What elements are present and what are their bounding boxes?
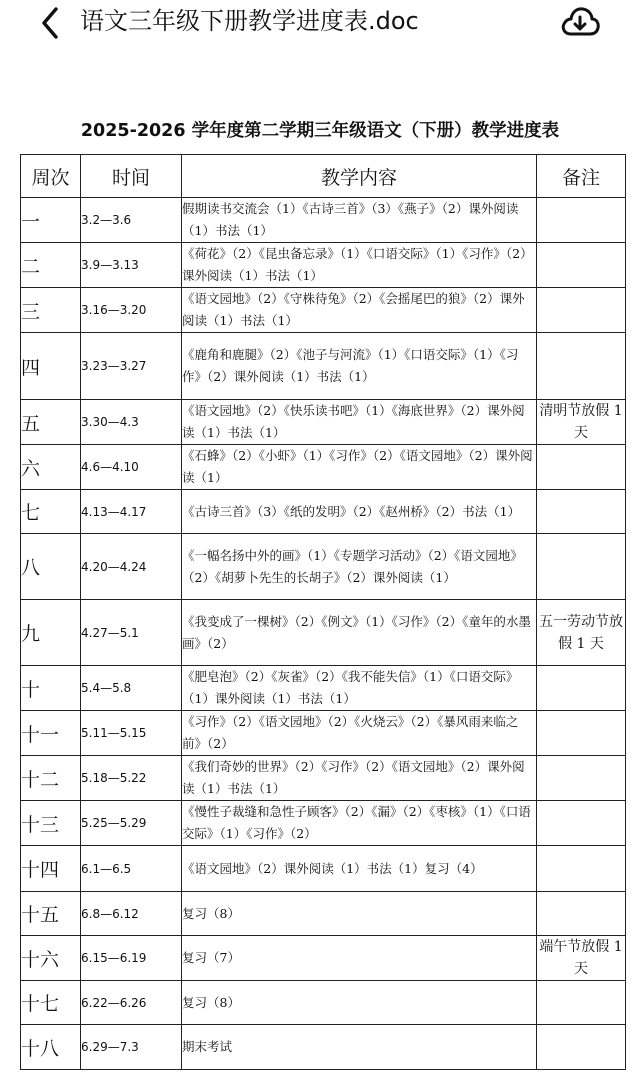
table-row [21,288,626,333]
date-cell: 6.29—7.3 [81,1025,182,1070]
content-cell: 期末考试 [182,1025,537,1070]
note-cell [537,666,626,711]
note-cell [537,846,626,892]
date-cell: 3.16—3.20 [81,288,182,333]
note-cell [537,333,626,400]
cloud-download-icon [560,4,600,40]
week-cell: 十六 [21,936,81,981]
table-row [21,333,626,400]
note-cell [537,711,626,756]
note-cell: 五一劳动节放假 1 天 [537,600,626,666]
table-row [21,534,626,600]
table-row [21,400,626,445]
table-row [21,892,626,936]
date-cell: 6.22—6.26 [81,981,182,1025]
date-cell: 4.6—4.10 [81,445,182,490]
date-cell: 3.30—4.3 [81,400,182,445]
table-row [21,981,626,1025]
table-row [21,666,626,711]
header-note: 备注 [537,155,626,198]
content-cell: 《慢性子裁缝和急性子顾客》（2）《漏》（2）《枣核》（1）《口语交际》（1）《习作》（2） [182,801,537,846]
week-cell: 十一 [21,711,81,756]
date-cell: 6.1—6.5 [81,846,182,892]
content-cell: 《肥皂泡》（2）《灰雀》（2）《我不能失信》（1）《口语交际》（1）课外阅读（1）书法（1） [182,666,537,711]
note-cell [537,801,626,846]
week-cell: 十三 [21,801,81,846]
week-cell: 十四 [21,846,81,892]
content-cell: 《习作》（2）《语文园地》（2）《火烧云》（2）《暴风雨来临之前》（2） [182,711,537,756]
note-cell [537,490,626,534]
week-cell: 十二 [21,756,81,801]
content-cell: 《荷花》（2）《昆虫备忘录》（1）《口语交际》（1）《习作》（2）课外阅读（1）书法（1） [182,243,537,288]
date-cell: 5.18—5.22 [81,756,182,801]
table-row [21,490,626,534]
note-cell [537,1025,626,1070]
content-cell: 《语文园地》（2）课外阅读（1）书法（1）复习（4） [182,846,537,892]
week-cell: 五 [21,400,81,445]
schedule-table [20,154,626,1070]
table-row [21,445,626,490]
chevron-left-icon [36,6,66,40]
table-row [21,801,626,846]
week-cell: 十八 [21,1025,81,1070]
note-cell [537,445,626,490]
date-cell: 6.8—6.12 [81,892,182,936]
note-cell [537,756,626,801]
date-cell: 4.27—5.1 [81,600,182,666]
table-row [21,600,626,666]
note-cell [537,243,626,288]
note-cell [537,981,626,1025]
note-cell [537,534,626,600]
table-row [21,243,626,288]
content-cell: 《一幅名扬中外的画》（1）《专题学习活动》（2）《语文园地》（2）《胡萝卜先生的长胡子》（2）课外阅读（1） [182,534,537,600]
week-cell: 四 [21,333,81,400]
table-row [21,711,626,756]
file-title: 语文三年级下册教学进度表.doc [80,7,419,35]
week-cell: 一 [21,198,81,243]
note-cell [537,288,626,333]
table-row [21,936,626,981]
content-cell: 假期读书交流会（1）《古诗三首》（3）《燕子》（2）课外阅读（1）书法（1） [182,198,537,243]
week-cell: 七 [21,490,81,534]
week-cell: 二 [21,243,81,288]
content-cell: 复习（8） [182,981,537,1025]
content-cell: 《鹿角和鹿腿》（2）《池子与河流》（1）《口语交际》（1）《习作》（2）课外阅读（1）书法（1） [182,333,537,400]
date-cell: 3.23—3.27 [81,333,182,400]
content-cell: 《语文园地》（2）《守株待兔》（2）《会摇尾巴的狼》（2）课外阅读（1）书法（1） [182,288,537,333]
week-cell: 九 [21,600,81,666]
schedule-body [21,198,626,1070]
content-cell: 复习（7） [182,936,537,981]
week-cell: 六 [21,445,81,490]
date-cell: 3.9—3.13 [81,243,182,288]
note-cell [537,892,626,936]
date-cell: 4.20—4.24 [81,534,182,600]
date-cell: 6.15—6.19 [81,936,182,981]
back-button[interactable] [36,6,66,40]
date-cell: 5.11—5.15 [81,711,182,756]
header-date: 时间 [81,155,182,198]
content-cell: 《我们奇妙的世界》（2）《习作》（2）《语文园地》（2）课外阅读（1）书法（1） [182,756,537,801]
header-week: 周次 [21,155,81,198]
week-cell: 八 [21,534,81,600]
table-row [21,198,626,243]
week-cell: 十七 [21,981,81,1025]
top-bar [0,0,640,52]
content-cell: 《古诗三首》（3）《纸的发明》（2）《赵州桥》（2）书法（1） [182,490,537,534]
week-cell: 十 [21,666,81,711]
week-cell: 三 [21,288,81,333]
content-cell: 复习（8） [182,892,537,936]
content-cell: 《我变成了一棵树》（2）《例文》（1）《习作》（2）《童年的水墨画》（2） [182,600,537,666]
note-cell: 端午节放假 1 天 [537,936,626,981]
date-cell: 3.2—3.6 [81,198,182,243]
cloud-download-button[interactable] [560,4,600,40]
document-title: 2025-2026 学年度第二学期三年级语文（下册）教学进度表 [80,121,560,141]
header-content: 教学内容 [182,155,537,198]
content-cell: 《语文园地》（2）《快乐读书吧》（1）《海底世界》（2）课外阅读（1）书法（1） [182,400,537,445]
table-row [21,756,626,801]
table-header-row [21,155,626,198]
content-cell: 《石蜂》（2）《小虾》（1）《习作》（2）《语文园地》（2）课外阅读（1） [182,445,537,490]
table-row [21,1025,626,1070]
date-cell: 4.13—4.17 [81,490,182,534]
note-cell [537,198,626,243]
date-cell: 5.25—5.29 [81,801,182,846]
table-row [21,846,626,892]
date-cell: 5.4—5.8 [81,666,182,711]
note-cell: 清明节放假 1 天 [537,400,626,445]
week-cell: 十五 [21,892,81,936]
